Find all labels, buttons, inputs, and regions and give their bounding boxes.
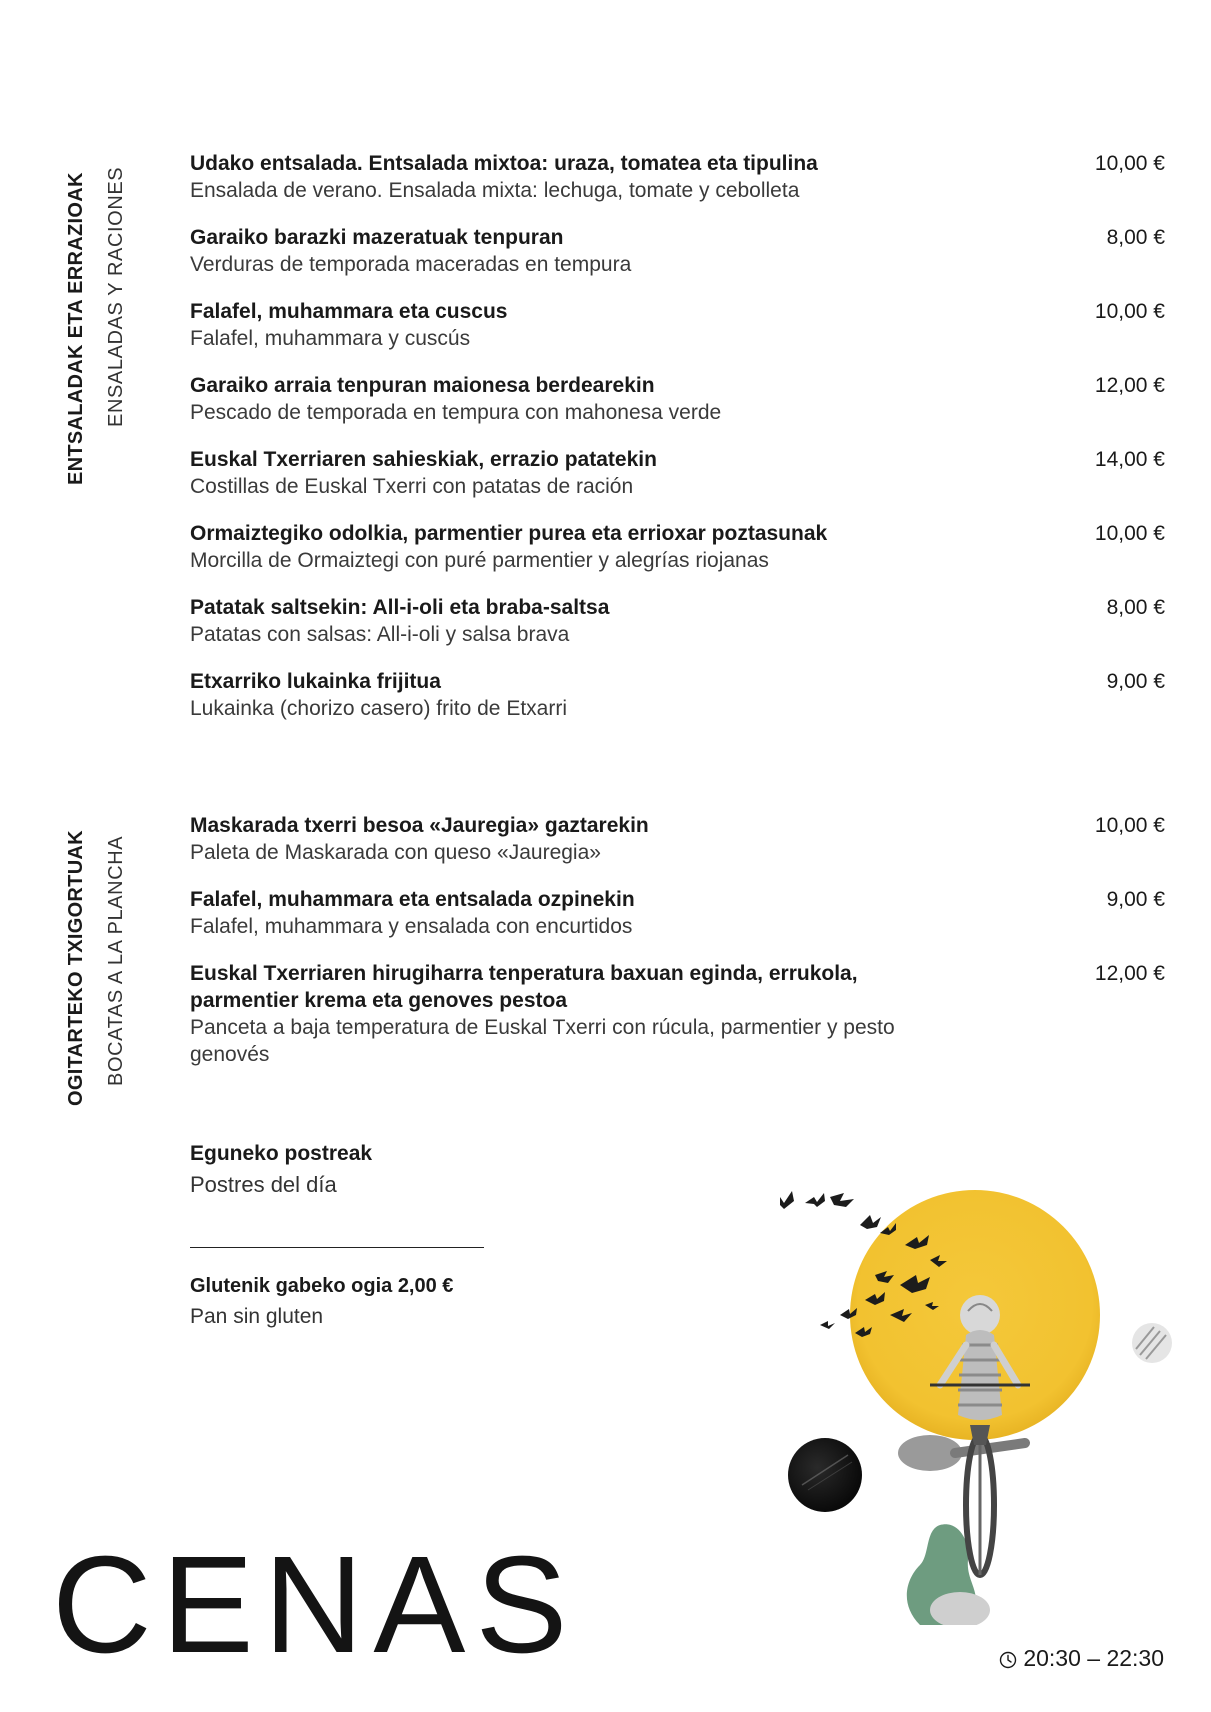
section-2-list bbox=[190, 812, 1165, 1088]
item-name-es: Pescado de temporada en tempura con mahonesa verde bbox=[190, 401, 722, 424]
section-1-title-eu: ENTSALADAK ETA ERRAZIOAK bbox=[65, 172, 87, 485]
item-name-eu: Euskal Txerriaren sahieskiak, errazio patatekin bbox=[190, 448, 657, 471]
divider bbox=[190, 1247, 484, 1248]
menu-item bbox=[190, 372, 1165, 426]
item-price: 12,00 € bbox=[1094, 962, 1165, 985]
hours-text: 20:30 – 22:30 bbox=[1023, 1645, 1164, 1671]
item-name-es: Lukainka (chorizo casero) frito de Etxarri bbox=[190, 697, 567, 720]
dessert-name-es: Postres del día bbox=[190, 1172, 337, 1197]
item-name-eu: Euskal Txerriaren hirugiharra tenperatura baxuan eginda, errukola, parmentier krema eta genoves pestoa bbox=[190, 962, 858, 1012]
menu-item bbox=[190, 520, 1165, 574]
item-price: 10,00 € bbox=[1094, 814, 1165, 837]
section-1-list bbox=[190, 150, 1165, 742]
item-price: 8,00 € bbox=[1106, 596, 1165, 619]
item-name-es: Falafel, muhammara y cuscús bbox=[190, 327, 471, 350]
item-price: 12,00 € bbox=[1094, 374, 1165, 397]
dessert-block bbox=[190, 1140, 372, 1202]
item-price: 8,00 € bbox=[1106, 226, 1165, 249]
item-name-es: Paleta de Maskarada con queso «Jauregia» bbox=[190, 841, 601, 864]
menu-item bbox=[190, 886, 1165, 940]
opening-hours bbox=[999, 1644, 1164, 1672]
section-1-title-es: ENSALADAS Y RACIONES bbox=[105, 166, 127, 427]
item-name-eu: Etxarriko lukainka frijitua bbox=[190, 670, 441, 693]
item-name-es: Panceta a baja temperatura de Euskal Txerri con rúcula, parmentier y pesto genovés bbox=[190, 1016, 895, 1066]
item-name-es: Verduras de temporada maceradas en tempura bbox=[190, 253, 632, 276]
bread-block bbox=[190, 1272, 453, 1334]
item-price: 10,00 € bbox=[1094, 152, 1165, 175]
bread-name-eu: Glutenik gabeko ogia 2,00 € bbox=[190, 1275, 454, 1297]
item-price: 9,00 € bbox=[1106, 670, 1165, 693]
item-name-eu: Ormaiztegiko odolkia, parmentier purea eta errioxar poztasunak bbox=[190, 522, 828, 545]
menu-item bbox=[190, 150, 1165, 204]
item-name-es: Morcilla de Ormaiztegi con puré parmentier y alegrías riojanas bbox=[190, 549, 769, 572]
item-name-eu: Garaiko barazki mazeratuak tenpuran bbox=[190, 226, 564, 249]
section-2-title-es: BOCATAS A LA PLANCHA bbox=[105, 835, 127, 1086]
clock-icon bbox=[999, 1651, 1017, 1669]
item-name-es: Falafel, muhammara y ensalada con encurtidos bbox=[190, 915, 633, 938]
item-name-eu: Garaiko arraia tenpuran maionesa berdearekin bbox=[190, 374, 655, 397]
menu-item bbox=[190, 812, 1165, 866]
menu-item bbox=[190, 298, 1165, 352]
menu-item bbox=[190, 224, 1165, 278]
dessert-name-eu: Eguneko postreak bbox=[190, 1142, 373, 1165]
section-2-title-eu: OGITARTEKO TXIGORTUAK bbox=[65, 830, 87, 1106]
page-title: CENAS bbox=[52, 1528, 578, 1682]
item-name-es: Costillas de Euskal Txerri con patatas de ración bbox=[190, 475, 634, 498]
menu-item bbox=[190, 668, 1165, 722]
item-name-es: Ensalada de verano. Ensalada mixta: lechuga, tomate y cebolleta bbox=[190, 179, 800, 202]
item-name-eu: Maskarada txerri besoa «Jauregia» gaztarekin bbox=[190, 814, 649, 837]
menu-item bbox=[190, 446, 1165, 500]
decorative-illustration bbox=[780, 1185, 1180, 1625]
menu-item bbox=[190, 960, 1165, 1068]
item-price: 14,00 € bbox=[1094, 448, 1165, 471]
item-name-eu: Udako entsalada. Entsalada mixtoa: uraza, tomatea eta tipulina bbox=[190, 152, 818, 175]
item-price: 9,00 € bbox=[1106, 888, 1165, 911]
bread-name-es: Pan sin gluten bbox=[190, 1305, 324, 1328]
item-price: 10,00 € bbox=[1094, 300, 1165, 323]
item-name-eu: Patatak saltsekin: All-i-oli eta braba-saltsa bbox=[190, 596, 610, 619]
menu-item bbox=[190, 594, 1165, 648]
item-name-eu: Falafel, muhammara eta entsalada ozpinekin bbox=[190, 888, 635, 911]
item-price: 10,00 € bbox=[1094, 522, 1165, 545]
dark-circle bbox=[788, 1438, 862, 1512]
item-name-es: Patatas con salsas: All-i-oli y salsa brava bbox=[190, 623, 570, 646]
item-name-eu: Falafel, muhammara eta cuscus bbox=[190, 300, 508, 323]
